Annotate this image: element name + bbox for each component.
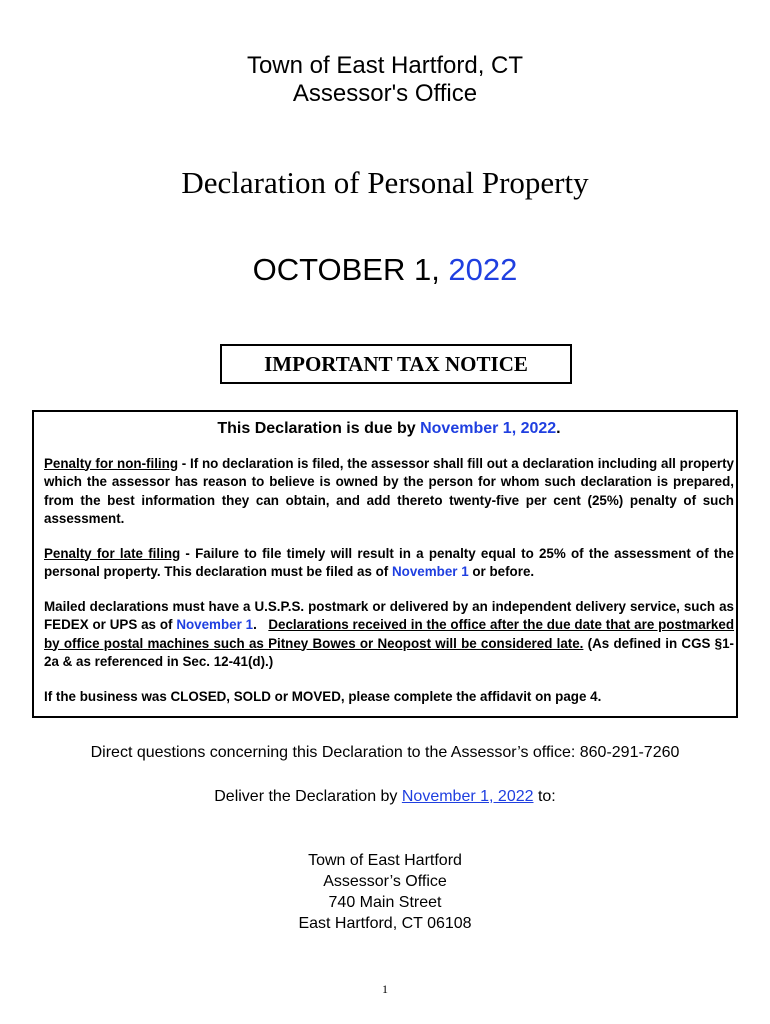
mailed-declarations-paragraph	[44, 598, 734, 672]
due-date: November 1, 2022	[420, 420, 557, 437]
notice-box	[32, 410, 738, 718]
mailed-date: November 1	[176, 617, 254, 632]
mailed-period: .	[253, 617, 269, 632]
important-notice-heading: IMPORTANT TAX NOTICE	[220, 344, 572, 384]
contact-line: Direct questions concerning this Declaration to the Assessor’s office: 860-291-7260	[90, 744, 680, 761]
deliver-suffix: to:	[533, 788, 556, 805]
assessment-year: 2022	[448, 252, 518, 287]
page-number: 1	[382, 982, 388, 996]
late-filing-label: Penalty for late filing	[44, 545, 181, 561]
assessment-date	[0, 252, 770, 288]
deliver-date-link[interactable]: November 1, 2022	[401, 788, 534, 805]
mailed-cgs-reference: (As defined in CGS §1-2a & as referenced in Sec. 12-41(d).)	[44, 635, 735, 669]
non-filing-penalty-paragraph	[44, 455, 734, 529]
due-date-line	[44, 420, 734, 439]
office-header	[0, 52, 770, 108]
late-filing-text: - Failure to file timely will result in a penalty equal to 25% of the assessment of the personal property. This declaration must be filed as of	[44, 545, 735, 579]
address-line-town: Town of East Hartford	[308, 852, 462, 869]
due-prefix: This Declaration is due by	[217, 420, 421, 437]
late-filing-suffix: or before.	[468, 564, 535, 579]
address-line-city: East Hartford, CT 06108	[298, 915, 472, 932]
due-suffix: .	[556, 420, 561, 437]
address-line-office: Assessor’s Office	[323, 873, 447, 890]
non-filing-label: Penalty for non-filing	[44, 455, 179, 471]
mailed-late-warning: Declarations received in the office after the due date that are postmarked by office postal machines such as Pitney Bowes or Neopost will be considered late.	[44, 617, 735, 651]
non-filing-text: - If no declaration is filed, the assessor shall fill out a declaration including all property which the assessor has reason to believe is owned by the person for whom such declaration is prepared, from the best information they can obtain, and add thereto twenty-five per cent (25%) penalty of such assessment.	[44, 455, 734, 526]
document-title: Declaration of Personal Property	[181, 165, 589, 200]
assessment-month-day: OCTOBER 1,	[252, 252, 449, 287]
late-filing-penalty-paragraph	[44, 545, 734, 582]
late-filing-date: November 1	[391, 564, 469, 579]
town-name: Town of East Hartford, CT	[246, 52, 524, 79]
deliver-prefix: Deliver the Declaration by	[214, 788, 402, 805]
deliver-line	[0, 788, 770, 806]
mailing-address	[0, 850, 770, 934]
mailed-text: Mailed declarations must have a U.S.P.S. postmark or delivered by an independent delivery service, such as FEDEX or UPS as of	[44, 598, 734, 632]
address-line-street: 740 Main Street	[328, 894, 442, 911]
closed-business-paragraph: If the business was CLOSED, SOLD or MOVED, please complete the affidavit on page 4.	[44, 688, 602, 704]
office-name: Assessor's Office	[292, 80, 478, 107]
